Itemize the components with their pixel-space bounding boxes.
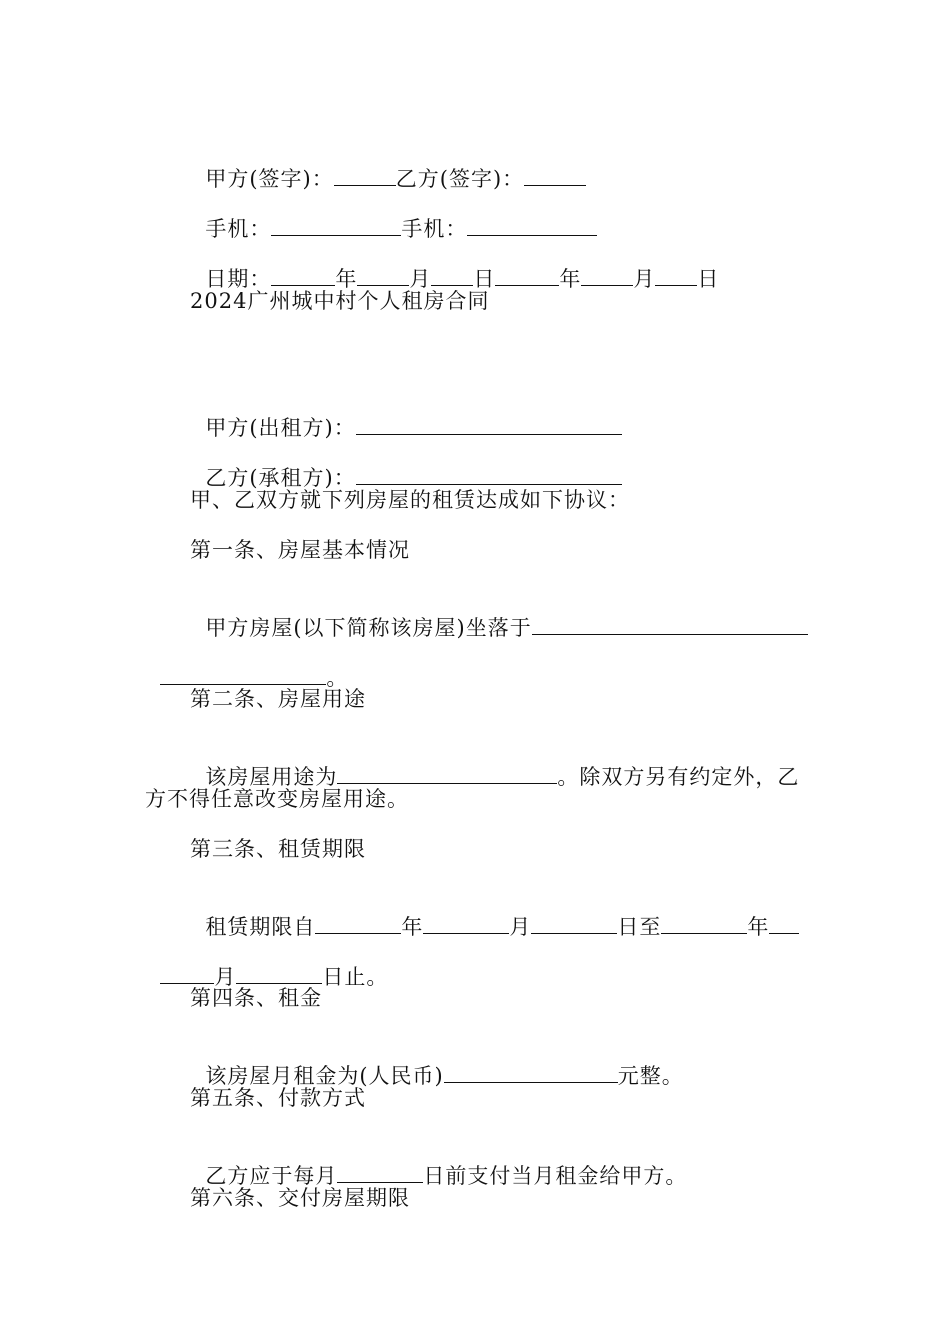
date-blank — [581, 265, 633, 286]
article-4-text — [190, 1034, 684, 1090]
article-1-label: 甲方房屋(以下简称该房屋)坐落于 — [205, 616, 532, 640]
article-3-continuation — [145, 935, 388, 991]
usage-blank — [337, 763, 557, 784]
article-3-title: 第三条、租赁期限 — [190, 837, 366, 861]
party-a-blank — [356, 414, 622, 435]
intro-paragraph: 甲、乙双方就下列房屋的租赁达成如下协议： — [190, 488, 630, 512]
article-4-end: 元整。 — [617, 1064, 684, 1088]
article-4-label: 该房屋月租金为(人民币) — [205, 1064, 444, 1088]
party-b-sign-blank — [524, 165, 586, 186]
article-2-label: 该房屋用途为 — [205, 765, 338, 789]
article-2-continuation: 方不得任意改变房屋用途。 — [145, 787, 409, 811]
party-b-line — [190, 436, 622, 492]
article-3-month-2: 月 — [214, 965, 237, 989]
term-blank — [531, 913, 617, 934]
article-2-title: 第二条、房屋用途 — [190, 687, 366, 711]
term-blank — [315, 913, 401, 934]
party-a-label: 甲方(出租方)： — [205, 416, 356, 440]
article-4-title: 第四条、租金 — [190, 986, 322, 1010]
article-3-text — [190, 885, 799, 941]
location-blank-2 — [160, 664, 326, 685]
date-year: 年 — [335, 267, 358, 291]
article-2-text — [190, 735, 799, 791]
date-day: 日 — [473, 267, 496, 291]
article-3-label: 租赁期限自 — [205, 915, 316, 939]
party-a-sign-blank — [334, 165, 396, 186]
phone-b-blank — [467, 215, 597, 236]
date-blank — [495, 265, 559, 286]
date-day: 日 — [697, 267, 720, 291]
article-3-day-to: 日至 — [617, 915, 662, 939]
date-month: 月 — [409, 267, 432, 291]
article-5-label: 乙方应于每月 — [205, 1164, 338, 1188]
article-3-year: 年 — [401, 915, 424, 939]
article-3-end: 日止。 — [322, 965, 389, 989]
term-blank — [769, 913, 799, 934]
party-a-line — [190, 386, 622, 442]
party-b-blank — [356, 464, 622, 485]
article-5-title: 第五条、付款方式 — [190, 1086, 366, 1110]
location-blank — [532, 614, 808, 635]
rent-blank — [444, 1062, 618, 1083]
article-3-year-2: 年 — [747, 915, 770, 939]
payment-day-blank — [337, 1162, 423, 1183]
phone-b-label: 手机： — [401, 217, 468, 241]
party-b-label: 乙方(承租方)： — [205, 466, 356, 490]
phone-a-blank — [271, 215, 401, 236]
party-a-sign-label: 甲方(签字)： — [205, 167, 334, 191]
term-blank — [661, 913, 747, 934]
article-2-rest: 。除双方另有约定外，乙 — [557, 765, 800, 789]
date-month: 月 — [633, 267, 656, 291]
date-line — [190, 237, 719, 293]
article-1-end: 。 — [326, 666, 349, 690]
date-label: 日期： — [205, 267, 272, 291]
date-blank — [655, 265, 697, 286]
date-blank — [271, 265, 335, 286]
article-1-title: 第一条、房屋基本情况 — [190, 538, 410, 562]
article-1-text — [190, 586, 808, 642]
term-blank — [423, 913, 509, 934]
party-b-sign-label: 乙方(签字)： — [395, 167, 525, 191]
phone-a-label: 手机： — [205, 217, 272, 241]
phone-line — [190, 187, 597, 243]
date-blank — [431, 265, 473, 286]
date-blank — [357, 265, 409, 286]
term-blank — [236, 963, 322, 984]
article-5-end: 日前支付当月租金给甲方。 — [423, 1164, 688, 1188]
article-6-title: 第六条、交付房屋期限 — [190, 1186, 410, 1210]
article-1-continuation — [145, 636, 348, 692]
signature-line — [190, 137, 586, 193]
article-3-month: 月 — [509, 915, 532, 939]
document-title: 2024广州城中村个人租房合同 — [190, 289, 490, 313]
date-year: 年 — [559, 267, 582, 291]
term-blank — [160, 963, 214, 984]
article-5-text — [190, 1134, 687, 1190]
